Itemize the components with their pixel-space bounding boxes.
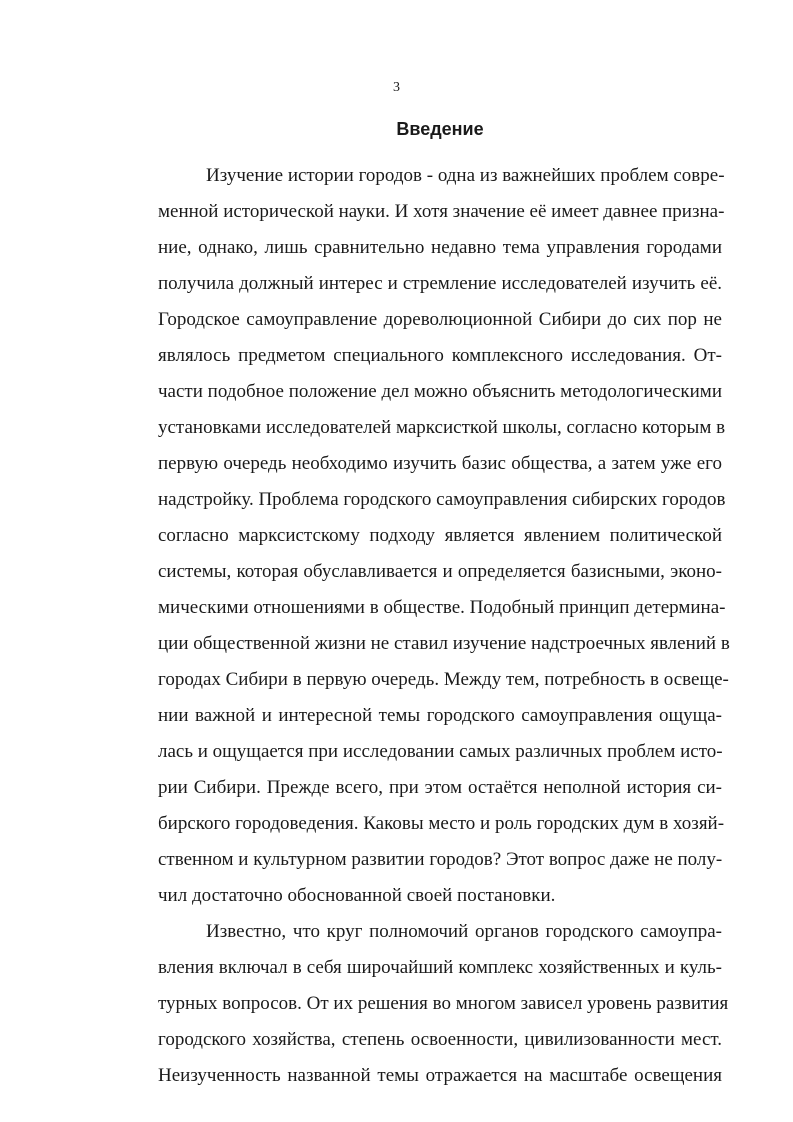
text-line: ние, однако, лишь сравнительно недавно тема управления городами <box>158 237 722 258</box>
text-line: Изучение истории городов - одна из важнейших проблем совре- <box>206 165 725 186</box>
text-line: Известно, что круг полномочий органов городского самоупра- <box>206 921 722 942</box>
text-line: Неизученность названной темы отражается на масштабе освещения <box>158 1065 722 1086</box>
text-line: мическими отношениями в обществе. Подобный принцип детермина- <box>158 597 726 618</box>
text-line: согласно марксистскому подходу является явлением политической <box>158 525 722 546</box>
text-line: первую очередь необходимо изучить базис общества, а затем уже его <box>158 453 722 474</box>
text-line: ции общественной жизни не ставил изучение надстроечных явлений в <box>158 633 730 654</box>
text-line: чил достаточно обоснованной своей постановки. <box>158 885 556 906</box>
text-line: менной исторической науки. И хотя значение её имеет давнее призна- <box>158 201 725 222</box>
text-line: установками исследователей марксисткой школы, согласно которым в <box>158 417 726 438</box>
text-line: ственном и культурном развитии городов? Этот вопрос даже не полу- <box>158 849 723 870</box>
text-line: являлось предметом специального комплексного исследования. От- <box>158 345 722 366</box>
paragraph-1 <box>158 158 730 914</box>
text-line: городского хозяйства, степень освоенности, цивилизованности мест. <box>158 1029 722 1050</box>
text-line: Городское самоуправление дореволюционной Сибири до сих пор не <box>158 309 722 330</box>
text-line: городах Сибири в первую очередь. Между тем, потребность в освеще- <box>158 669 729 690</box>
text-line: системы, которая обуславливается и определяется базисными, эконо- <box>158 561 722 582</box>
body-text <box>158 158 730 1094</box>
page-title: Введение <box>396 119 484 139</box>
text-line: получила должный интерес и стремление исследователей изучить её. <box>158 273 722 294</box>
text-line: рии Сибири. Прежде всего, при этом остаётся неполной история си- <box>158 777 722 798</box>
text-line: части подобное положение дел можно объяснить методологическими <box>158 381 722 402</box>
text-line: вления включал в себя широчайший комплекс хозяйственных и куль- <box>158 957 722 978</box>
paragraph-2 <box>158 914 729 1094</box>
text-line: бирского городоведения. Каковы место и роль городских дум в хозяй- <box>158 813 725 834</box>
page-number: 3 <box>393 80 400 95</box>
text-line: нии важной и интересной темы городского самоуправления ощуща- <box>158 705 722 726</box>
text-line: лась и ощущается при исследовании самых различных проблем исто- <box>158 741 723 762</box>
text-line: надстройку. Проблема городского самоуправления сибирских городов <box>158 489 726 510</box>
text-line: турных вопросов. От их решения во многом зависел уровень развития <box>158 993 729 1014</box>
